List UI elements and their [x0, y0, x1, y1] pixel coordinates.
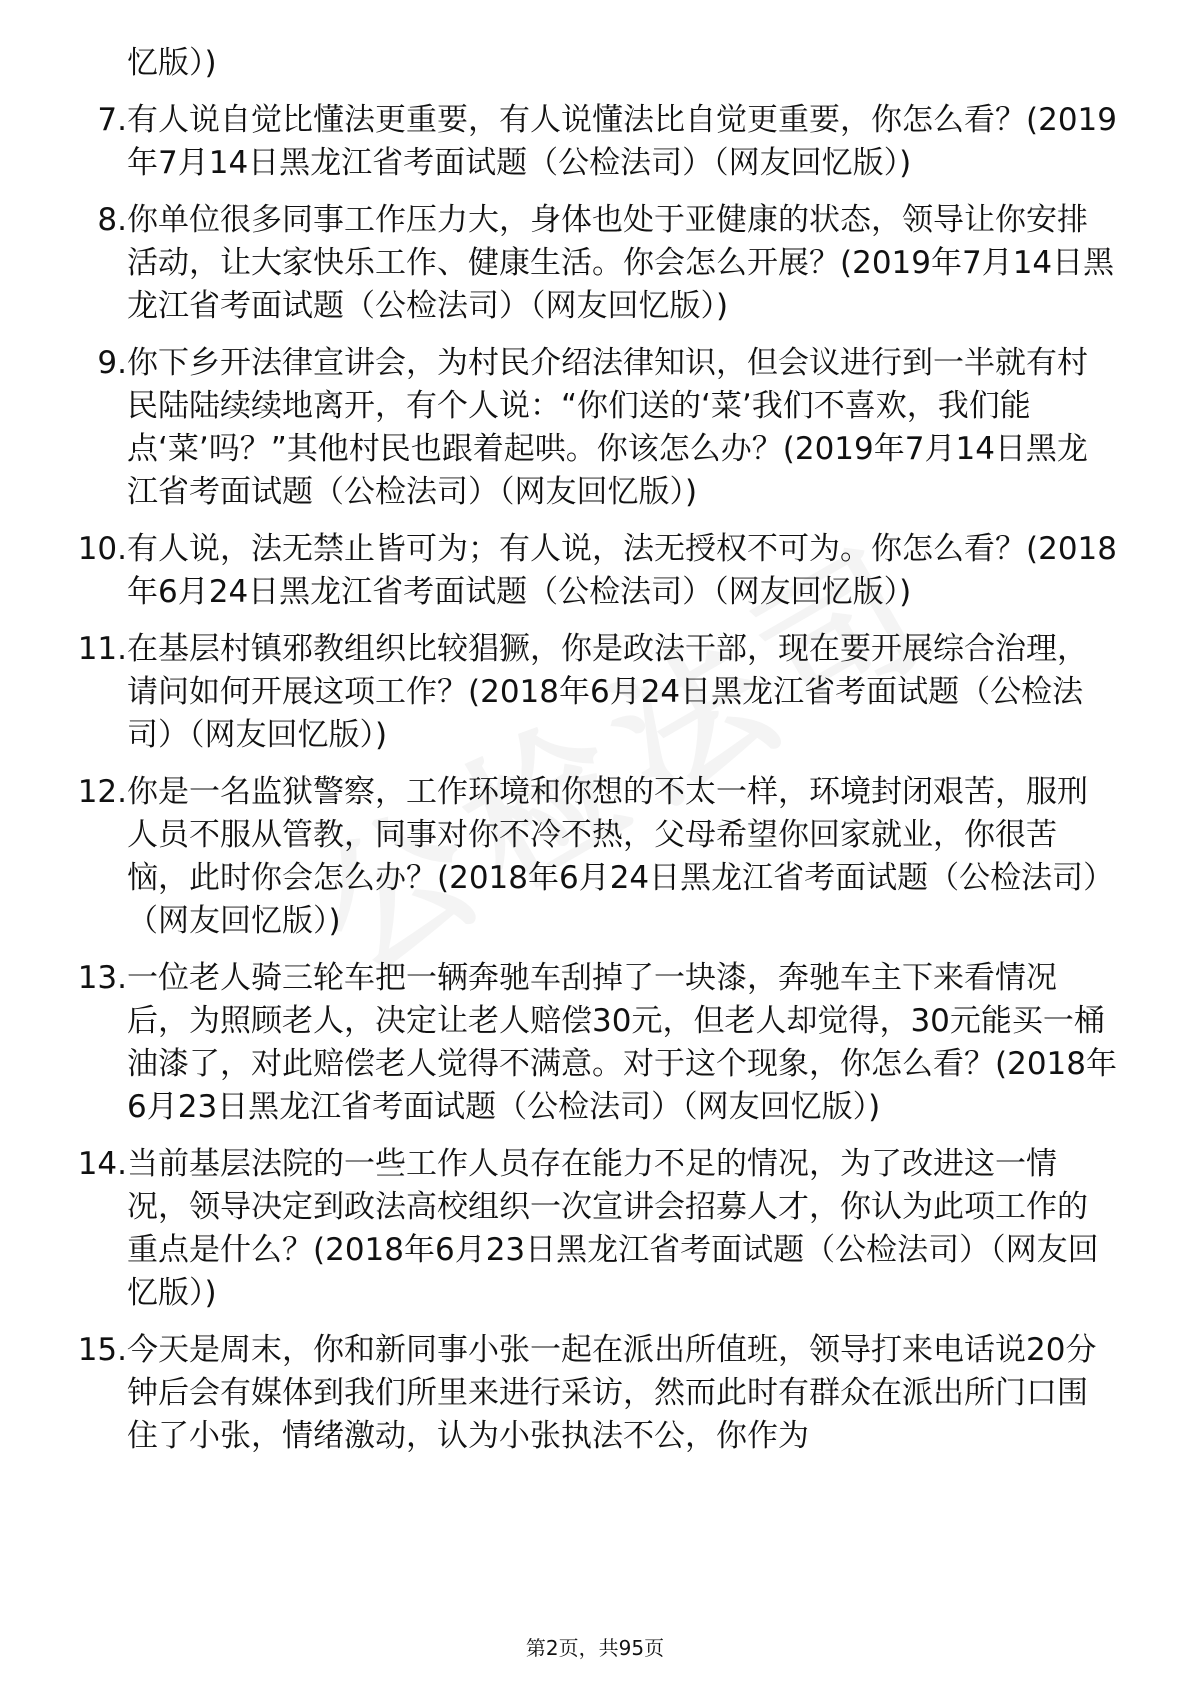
question-number: 13. [77, 960, 127, 996]
question-number: 14. [77, 1146, 127, 1182]
question-item-12 [0, 771, 1190, 943]
question-item-7 [0, 99, 1190, 185]
question-text: 你是一名监狱警察，工作环境和你想的不太一样，环境封闭艰苦，服刑人员不服从管教，同事对你不冷不热，父母希望你回家就业，你很苦恼，此时你会怎么办？(2018年6月24日黑龙江省考面试题（公检法司）（网友回忆版）) [127, 774, 1115, 939]
question-text: 一位老人骑三轮车把一辆奔驰车刮掉了一块漆，奔驰车主下来看情况后，为照顾老人，决定让老人赔偿30元，但老人却觉得，30元能买一桶油漆了，对此赔偿老人觉得不满意。对于这个现象，你怎么看？(2018年6月23日黑龙江省考面试题（公检法司）（网友回忆版）) [127, 960, 1117, 1125]
question-item-8 [0, 199, 1190, 328]
page-number-label: 第2页，共95页 [525, 1636, 665, 1660]
question-text: 今天是周末，你和新同事小张一起在派出所值班，领导打来电话说20分钟后会有媒体到我们所里来进行采访，然而此时有群众在派出所门口围住了小张，情绪激动，认为小张执法不公，你作为 [127, 1332, 1097, 1454]
continued-question-text: 忆版）) [127, 45, 217, 81]
page-content [0, 42, 1190, 1472]
question-item-15 [0, 1329, 1190, 1458]
question-item-14 [0, 1143, 1190, 1315]
question-text: 有人说，法无禁止皆可为；有人说，法无授权不可为。你怎么看？(2018年6月24日黑龙江省考面试题（公检法司）（网友回忆版）) [127, 531, 1117, 610]
question-list [0, 99, 1190, 1458]
question-number: 12. [77, 774, 127, 810]
page-footer [0, 1635, 1190, 1661]
question-text: 在基层村镇邪教组织比较猖獗，你是政法干部，现在要开展综合治理，请问如何开展这项工作？(2018年6月24日黑龙江省考面试题（公检法司）（网友回忆版）) [127, 631, 1088, 753]
question-number: 7. [97, 102, 127, 138]
question-number: 10. [77, 531, 127, 567]
question-item-10 [0, 528, 1190, 614]
question-number: 8. [97, 202, 127, 238]
question-text: 你下乡开法律宣讲会，为村民介绍法律知识，但会议进行到一半就有村民陆陆续续地离开，有个人说：“你们送的‘菜’我们不喜欢，我们能点‘菜’吗？”其他村民也跟着起哄。你该怎么办？(2019年7月14日黑龙江省考面试题（公检法司）（网友回忆版）) [127, 345, 1088, 510]
question-number: 9. [97, 345, 127, 381]
question-number: 15. [77, 1332, 127, 1368]
question-item-9 [0, 342, 1190, 514]
question-item-11 [0, 628, 1190, 757]
question-text: 有人说自觉比懂法更重要，有人说懂法比自觉更重要，你怎么看？(2019年7月14日黑龙江省考面试题（公检法司）（网友回忆版）) [127, 102, 1117, 181]
question-text: 你单位很多同事工作压力大，身体也处于亚健康的状态，领导让你安排活动，让大家快乐工作、健康生活。你会怎么开展？(2019年7月14日黑龙江省考面试题（公检法司）（网友回忆版）) [127, 202, 1115, 324]
question-text: 当前基层法院的一些工作人员存在能力不足的情况，为了改进这一情况，领导决定到政法高校组织一次宣讲会招募人才，你认为此项工作的重点是什么？(2018年6月23日黑龙江省考面试题（公检法司）（网友回忆版）) [127, 1146, 1099, 1311]
question-number: 11. [77, 631, 127, 667]
question-item-13 [0, 957, 1190, 1129]
